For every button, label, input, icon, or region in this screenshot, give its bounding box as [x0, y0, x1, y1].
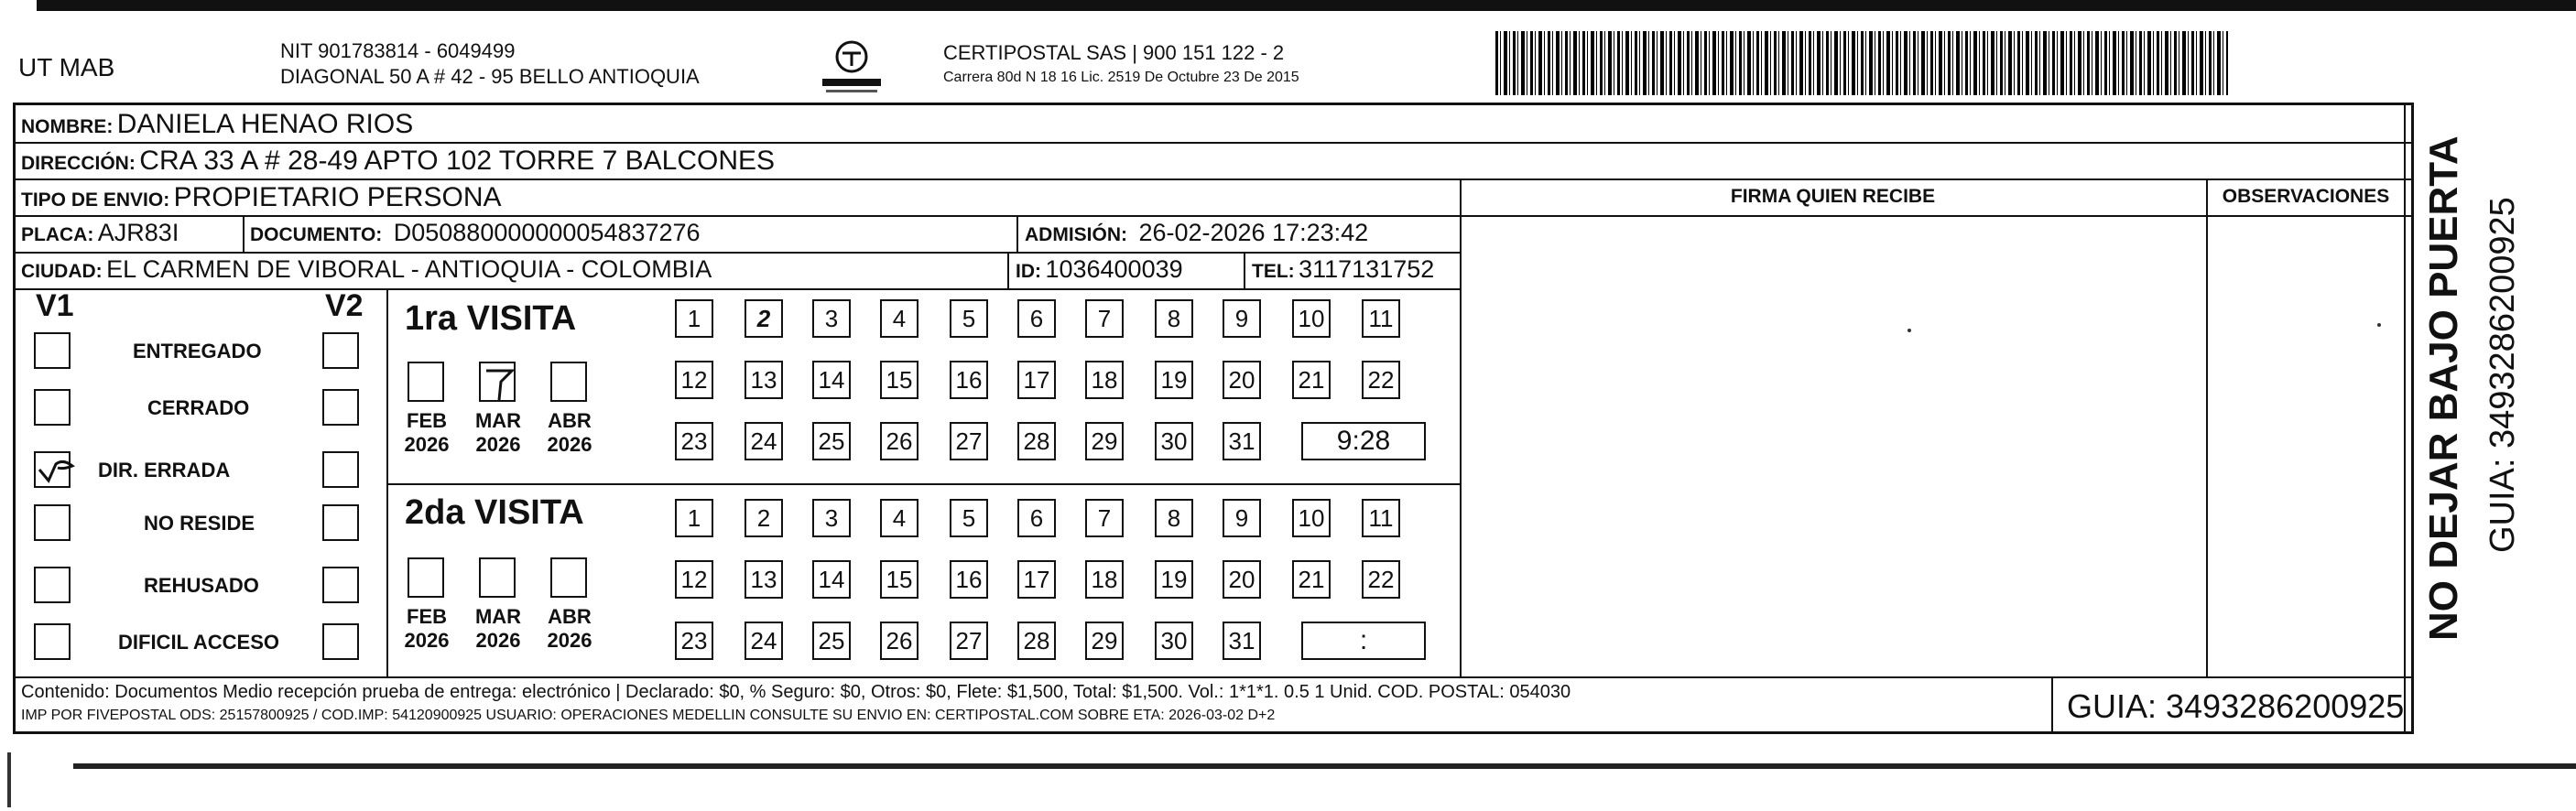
v1-checkbox[interactable] — [34, 504, 71, 541]
day-box[interactable]: 21 — [1292, 560, 1331, 599]
hand-check-icon — [481, 363, 517, 404]
day-box[interactable]: 6 — [1017, 499, 1056, 537]
id-label: ID: — [1016, 261, 1041, 282]
status-label: DIFICIL ACCESO — [118, 631, 280, 654]
day-box[interactable]: 19 — [1155, 560, 1193, 599]
day-box[interactable]: 25 — [812, 622, 851, 660]
certipostal-logo-icon — [815, 37, 888, 101]
time-box[interactable]: : — [1301, 622, 1426, 660]
day-box[interactable]: 28 — [1017, 622, 1056, 660]
admision-value: 26-02-2026 17:23:42 — [1138, 219, 1369, 246]
day-box[interactable]: 20 — [1223, 560, 1261, 599]
month-year: 2026 — [404, 433, 450, 456]
day-box[interactable]: 31 — [1223, 422, 1261, 460]
month-name: ABR — [548, 605, 592, 628]
carrier-line-1: CERTIPOSTAL SAS | 900 151 122 - 2 — [943, 41, 1285, 64]
nombre-label: NOMBRE: — [21, 116, 114, 137]
day-box[interactable]: 7 — [1085, 299, 1124, 338]
hand-check-icon — [36, 453, 76, 490]
visit-title: 2da VISITA — [405, 493, 584, 532]
month-checkbox[interactable] — [408, 362, 444, 402]
day-box[interactable]: 18 — [1085, 560, 1124, 599]
footer-guia: GUIA: 3493286200925 — [2067, 687, 2405, 725]
month-checkbox[interactable] — [479, 362, 516, 402]
day-box[interactable]: 10 — [1292, 299, 1331, 338]
month-checkbox[interactable] — [408, 557, 444, 598]
delivery-form — [13, 103, 2414, 734]
day-box[interactable]: 2 — [745, 499, 783, 537]
v2-checkbox[interactable] — [322, 332, 359, 369]
day-box[interactable]: 29 — [1085, 622, 1124, 660]
day-box[interactable]: 26 — [880, 622, 918, 660]
day-box[interactable]: 19 — [1155, 361, 1193, 399]
month-label — [395, 409, 459, 457]
firma-header: FIRMA QUIEN RECIBE — [1730, 186, 1936, 207]
visit-title: 1ra VISITA — [405, 299, 577, 338]
day-box[interactable]: 30 — [1155, 622, 1193, 660]
day-box[interactable]: 17 — [1017, 361, 1056, 399]
status-label: ENTREGADO — [133, 340, 262, 362]
month-checkbox[interactable] — [479, 557, 516, 598]
day-box[interactable]: 25 — [812, 422, 851, 460]
day-box[interactable]: 23 — [675, 622, 713, 660]
day-box[interactable]: 15 — [880, 361, 918, 399]
day-box[interactable]: 6 — [1017, 299, 1056, 338]
day-box[interactable]: 13 — [745, 560, 783, 599]
v2-checkbox[interactable] — [322, 389, 359, 426]
placa-value: AJR83I — [97, 219, 179, 246]
sender-nit: NIT 901783814 - 6049499 — [280, 39, 516, 62]
v1-checkbox[interactable] — [34, 332, 71, 369]
day-box[interactable]: 9 — [1223, 299, 1261, 338]
day-box[interactable]: 16 — [950, 361, 988, 399]
status-label: DIR. ERRADA — [98, 459, 231, 481]
footer-contents: Contenido: Documentos Medio recepción prueba de entrega: electrónico | Declarado: $0, % Seguro: $0, Otros: $0, Flete: $1,500, Total: $1,500. Vol.: 1*1*1. 0.5 1 Unid. COD. POSTAL: 054030 — [21, 682, 1571, 702]
status-label: REHUSADO — [144, 574, 259, 597]
footer-print-info: IMP POR FIVEPOSTAL ODS: 25157800925 / COD.IMP: 54120900925 USUARIO: OPERACIONES MEDELLIN CONSULTE SU ENVIO EN: CERTIPOSTAL.COM SOBRE ETA: 2026-03-02 D+2 — [21, 708, 1276, 723]
day-box[interactable]: 9 — [1223, 499, 1261, 537]
v2-checkbox[interactable] — [322, 504, 359, 541]
carrier-line-2: Carrera 80d N 18 16 Lic. 2519 De Octubre 23 De 2015 — [943, 70, 1299, 85]
status-label: CERRADO — [147, 396, 250, 419]
ciudad-label: CIUDAD: — [21, 261, 103, 282]
day-box[interactable]: 26 — [880, 422, 918, 460]
day-box[interactable]: 21 — [1292, 361, 1331, 399]
v2-header: V2 — [325, 288, 364, 323]
month-label — [538, 605, 602, 653]
day-box[interactable]: 12 — [675, 560, 713, 599]
day-box[interactable]: 3 — [812, 499, 851, 537]
month-checkbox[interactable] — [550, 362, 587, 402]
month-label — [538, 409, 602, 457]
month-year: 2026 — [547, 433, 592, 456]
bottom-border — [73, 763, 2576, 769]
left-edge-mark — [7, 752, 11, 807]
day-box[interactable]: 1 — [675, 499, 713, 537]
observaciones-header: OBSERVACIONES — [2222, 186, 2390, 207]
month-name: FEB — [407, 409, 447, 432]
day-box[interactable]: 27 — [950, 422, 988, 460]
day-box[interactable]: 11 — [1362, 299, 1400, 338]
day-box[interactable]: 20 — [1223, 361, 1261, 399]
direccion-label: DIRECCIÓN: — [21, 153, 136, 174]
day-box[interactable]: 1 — [675, 299, 713, 338]
day-box[interactable]: 18 — [1085, 361, 1124, 399]
day-box[interactable]: 12 — [675, 361, 713, 399]
day-box[interactable]: 28 — [1017, 422, 1056, 460]
day-box[interactable]: 13 — [745, 361, 783, 399]
status-label: NO RESIDE — [144, 512, 255, 535]
day-box[interactable]: 8 — [1155, 299, 1193, 338]
sender-name: UT MAB — [18, 53, 115, 81]
month-label — [466, 409, 530, 457]
barcode — [1495, 31, 2228, 95]
tel-label: TEL: — [1252, 261, 1295, 282]
month-year: 2026 — [547, 629, 592, 652]
day-box[interactable]: 24 — [745, 422, 783, 460]
month-label — [395, 605, 459, 653]
v2-checkbox[interactable] — [322, 623, 359, 660]
tel-value: 3117131752 — [1299, 255, 1435, 283]
month-name: MAR — [474, 605, 522, 628]
v1-checkbox[interactable] — [34, 623, 71, 660]
day-box[interactable]: 7 — [1085, 499, 1124, 537]
month-checkbox[interactable] — [550, 557, 587, 598]
day-box[interactable]: 4 — [880, 299, 918, 338]
day-box[interactable]: 22 — [1362, 361, 1400, 399]
v1-checkbox[interactable] — [34, 451, 71, 488]
nombre-value: DANIELA HENAO RIOS — [116, 109, 414, 139]
day-box[interactable]: 29 — [1085, 422, 1124, 460]
tipo-envio-value: PROPIETARIO PERSONA — [173, 182, 502, 212]
day-box[interactable]: 4 — [880, 499, 918, 537]
v2-checkbox[interactable] — [322, 567, 359, 603]
day-box[interactable]: 27 — [950, 622, 988, 660]
day-box[interactable]: 24 — [745, 622, 783, 660]
v1-header: V1 — [36, 288, 74, 323]
top-border — [37, 0, 2576, 11]
day-box[interactable]: 5 — [950, 499, 988, 537]
month-name: MAR — [474, 409, 522, 432]
day-box[interactable]: 17 — [1017, 560, 1056, 599]
v1-checkbox[interactable] — [34, 389, 71, 426]
placa-label: PLACA: — [21, 224, 94, 245]
day-box[interactable]: 8 — [1155, 499, 1193, 537]
v2-checkbox[interactable] — [322, 451, 359, 488]
documento-label: DOCUMENTO: — [250, 224, 383, 245]
direccion-value: CRA 33 A # 28-49 APTO 102 TORRE 7 BALCONES — [139, 146, 776, 176]
month-label — [466, 605, 530, 653]
day-box[interactable]: 31 — [1223, 622, 1261, 660]
month-year: 2026 — [475, 433, 521, 456]
day-box[interactable]: 14 — [812, 560, 851, 599]
day-box[interactable]: 15 — [880, 560, 918, 599]
month-name: FEB — [407, 605, 447, 628]
side-guia: GUIA: 3493286200925 — [2484, 197, 2522, 553]
day-box[interactable]: 30 — [1155, 422, 1193, 460]
sender-address: DIAGONAL 50 A # 42 - 95 BELLO ANTIOQUIA — [280, 65, 700, 88]
day-box[interactable]: 10 — [1292, 499, 1331, 537]
month-name: ABR — [548, 409, 592, 432]
day-box[interactable]: 11 — [1362, 499, 1400, 537]
day-box[interactable]: 23 — [675, 422, 713, 460]
month-year: 2026 — [404, 629, 450, 652]
tipo-envio-label: TIPO DE ENVIO: — [21, 189, 170, 211]
day-box[interactable]: 3 — [812, 299, 851, 338]
ciudad-value: EL CARMEN DE VIBORAL - ANTIOQUIA - COLOMBIA — [106, 255, 712, 283]
time-box[interactable]: 9:28 — [1301, 422, 1426, 460]
day-box[interactable]: 22 — [1362, 560, 1400, 599]
month-year: 2026 — [475, 629, 521, 652]
id-value: 1036400039 — [1045, 255, 1183, 283]
day-box[interactable]: 2 — [745, 299, 783, 338]
day-box[interactable]: 5 — [950, 299, 988, 338]
day-box[interactable]: 16 — [950, 560, 988, 599]
admision-label: ADMISIÓN: — [1025, 224, 1127, 245]
side-warning: NO DEJAR BAJO PUERTA — [2421, 135, 2466, 641]
day-box[interactable]: 14 — [812, 361, 851, 399]
v1-checkbox[interactable] — [34, 567, 71, 603]
documento-value: D050880000000054837276 — [393, 219, 701, 246]
